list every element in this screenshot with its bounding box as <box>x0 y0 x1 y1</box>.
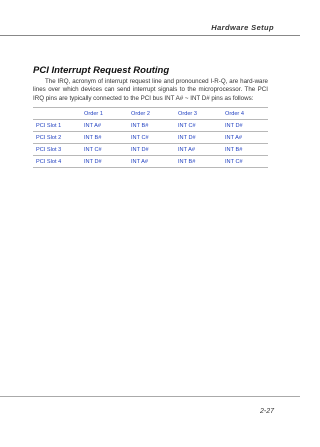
table-cell: INT D# <box>127 144 174 156</box>
table-cell: INT A# <box>174 144 221 156</box>
table-cell: INT A# <box>221 132 268 144</box>
footer-divider <box>0 396 300 397</box>
page-number: 2-27 <box>259 408 274 415</box>
slot-label-cell: PCI Slot 1 <box>33 120 80 132</box>
table-cell: INT D# <box>221 120 268 132</box>
table-cell: INT C# <box>127 132 174 144</box>
table-header-cell <box>33 108 80 120</box>
table-cell: INT A# <box>80 120 127 132</box>
slot-label-cell: PCI Slot 4 <box>33 156 80 168</box>
table-row <box>33 132 268 144</box>
table-cell: INT C# <box>80 144 127 156</box>
table-header-cell: Order 1 <box>80 108 127 120</box>
table-cell: INT B# <box>80 132 127 144</box>
table-header-cell: Order 4 <box>221 108 268 120</box>
slot-label-cell: PCI Slot 2 <box>33 132 80 144</box>
table-cell: INT C# <box>174 120 221 132</box>
table-cell: INT D# <box>174 132 221 144</box>
table-cell: INT B# <box>221 144 268 156</box>
table-row <box>33 144 268 156</box>
table-cell: INT B# <box>174 156 221 168</box>
table-row <box>33 120 268 132</box>
body-paragraph: The IRQ, acronym of interrupt request line and pronounced I-R-Q, are hard-ware lines over which devices can send interrupt signals to the microprocessor. The PCI IRQ pins are typically connected to the PCI bus INT A# ~ INT D# pins as follows: <box>33 78 268 102</box>
irq-routing-table <box>33 107 268 168</box>
running-header: Hardware Setup <box>211 23 274 32</box>
header-divider <box>0 35 300 36</box>
table-header-cell: Order 2 <box>127 108 174 120</box>
table-cell: INT C# <box>221 156 268 168</box>
table-cell: INT D# <box>80 156 127 168</box>
table-row <box>33 156 268 168</box>
section-title: PCI Interrupt Request Routing <box>33 65 170 76</box>
table-cell: INT B# <box>127 120 174 132</box>
slot-label-cell: PCI Slot 3 <box>33 144 80 156</box>
table-cell: INT A# <box>127 156 174 168</box>
table-header-cell: Order 3 <box>174 108 221 120</box>
table-header-row <box>33 108 268 120</box>
